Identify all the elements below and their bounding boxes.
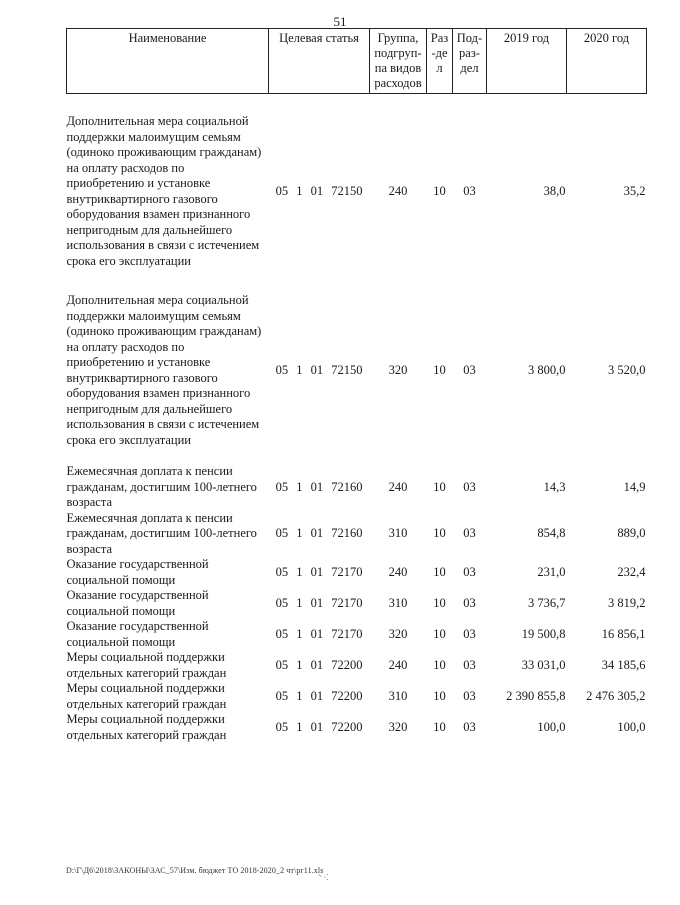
row-code: 05 1 01 72150 <box>275 183 363 198</box>
table-row <box>67 712 647 743</box>
header-target-item: Целевая статья <box>269 29 370 94</box>
row-section: 10 <box>433 526 446 540</box>
row-value-2020: 3 819,2 <box>608 595 646 610</box>
row-value-2020: 3 520,0 <box>608 362 646 377</box>
row-name: Оказание государственной социальной помощи <box>66 557 209 587</box>
row-group: 310 <box>388 688 408 703</box>
row-subsection: 03 <box>463 626 476 641</box>
header-group: Группа, подгруп-па видов расходов <box>370 29 427 94</box>
table-row <box>67 557 647 588</box>
row-value-2019: 100,0 <box>537 719 566 734</box>
header-section: Раз-дел <box>427 29 453 94</box>
row-group: 240 <box>388 564 408 579</box>
row-value-2020: 14,9 <box>623 479 646 494</box>
row-value-2019: 19 500,8 <box>521 626 566 641</box>
row-code: 05 1 01 72200 <box>275 719 363 734</box>
row-subsection: 03 <box>463 595 476 610</box>
row-value-2019: 38,0 <box>543 183 566 198</box>
row-group: 310 <box>388 526 408 540</box>
row-section: 10 <box>433 564 446 579</box>
table-header-row <box>67 29 647 94</box>
row-name: Меры социальной поддержки отдельных категорий граждан <box>66 681 227 711</box>
row-subsection: 03 <box>463 688 476 703</box>
row-subsection: 03 <box>463 657 476 672</box>
row-section: 10 <box>433 595 446 610</box>
row-section: 10 <box>433 183 446 198</box>
pen-mark: ⸌ ⁖ <box>318 873 329 882</box>
row-subsection: 03 <box>463 362 476 377</box>
table-row <box>67 293 647 448</box>
header-year-2020: 2020 год <box>567 29 647 94</box>
row-name: Ежемесячная доплата к пенсии гражданам, достигшим 100-летнего возраста <box>66 464 257 509</box>
row-code: 05 1 01 72200 <box>275 688 363 703</box>
budget-table <box>66 28 647 743</box>
row-section: 10 <box>433 626 446 641</box>
row-name: Ежемесячная доплата к пенсии гражданам, достигшим 100-летнего возраста <box>66 510 257 556</box>
row-value-2020: 889,0 <box>617 526 646 540</box>
row-value-2019: 854,8 <box>537 526 566 540</box>
row-value-2020: 34 185,6 <box>601 657 646 672</box>
row-name: Оказание государственной социальной помощи <box>66 588 209 618</box>
row-value-2019: 3 800,0 <box>528 362 566 377</box>
file-path-footer: D:\Г\Д6\2018\ЗАКОНЫ\ЗАС_57\Изм. бюджет ТО 2018-2020_2 чт\рг11.xls <box>66 866 324 875</box>
row-value-2020: 232,4 <box>617 564 646 579</box>
table-row <box>67 114 647 269</box>
row-section: 10 <box>433 479 446 494</box>
table-row <box>67 650 647 681</box>
row-subsection: 03 <box>463 564 476 579</box>
row-code: 05 1 01 72170 <box>275 595 363 610</box>
row-value-2019: 14,3 <box>543 479 566 494</box>
row-section: 10 <box>433 657 446 672</box>
row-subsection: 03 <box>463 526 476 540</box>
row-value-2019: 231,0 <box>537 564 566 579</box>
table-row <box>67 464 647 511</box>
row-code: 05 1 01 72160 <box>275 526 363 540</box>
row-name: Оказание государственной социальной помощи <box>66 619 209 649</box>
row-code: 05 1 01 72160 <box>275 479 363 494</box>
row-group: 320 <box>388 362 408 377</box>
row-value-2019: 3 736,7 <box>528 595 566 610</box>
row-name: Меры социальной поддержки отдельных категорий граждан <box>66 650 227 680</box>
row-subsection: 03 <box>463 183 476 198</box>
table-row <box>67 681 647 712</box>
row-subsection: 03 <box>463 479 476 494</box>
row-value-2019: 33 031,0 <box>521 657 566 672</box>
row-name: Дополнительная мера социальной поддержки малоимущим семьям (одиноко проживающим гражданам) на оплату расходов по приобретению и установке внутриквартирного газового оборудования взамен признанного непригодным для дальнейшего использования в связи с истечением срока его эксплуатации <box>66 293 262 447</box>
header-subsection: Под-раз-дел <box>453 29 487 94</box>
row-value-2020: 100,0 <box>617 719 646 734</box>
row-section: 10 <box>433 362 446 377</box>
row-value-2020: 2 476 305,2 <box>586 688 646 703</box>
row-name: Дополнительная мера социальной поддержки малоимущим семьям (одиноко проживающим гражданам) на оплату расходов по приобретению и установке внутриквартирного газового оборудования взамен признанного непригодным для дальнейшего использования в связи с истечением срока его эксплуатации <box>66 114 262 268</box>
row-code: 05 1 01 72200 <box>275 657 363 672</box>
row-group: 310 <box>388 595 408 610</box>
row-group: 320 <box>388 719 408 734</box>
header-year-2019: 2019 год <box>487 29 567 94</box>
row-group: 240 <box>388 479 408 494</box>
row-group: 240 <box>388 183 408 198</box>
row-code: 05 1 01 72170 <box>275 564 363 579</box>
row-name: Меры социальной поддержки отдельных категорий граждан <box>66 712 227 742</box>
header-name: Наименование <box>67 29 269 94</box>
row-group: 320 <box>388 626 408 641</box>
row-section: 10 <box>433 688 446 703</box>
row-subsection: 03 <box>463 719 476 734</box>
row-code: 05 1 01 72150 <box>275 362 363 377</box>
table-row <box>67 511 647 558</box>
table-row <box>67 619 647 650</box>
row-group: 240 <box>388 657 408 672</box>
row-section: 10 <box>433 719 446 734</box>
table-row <box>67 588 647 619</box>
row-value-2019: 2 390 855,8 <box>506 688 566 703</box>
row-value-2020: 35,2 <box>623 183 646 198</box>
page-number: 51 <box>333 14 347 29</box>
row-value-2020: 16 856,1 <box>601 626 646 641</box>
row-code: 05 1 01 72170 <box>275 626 363 641</box>
